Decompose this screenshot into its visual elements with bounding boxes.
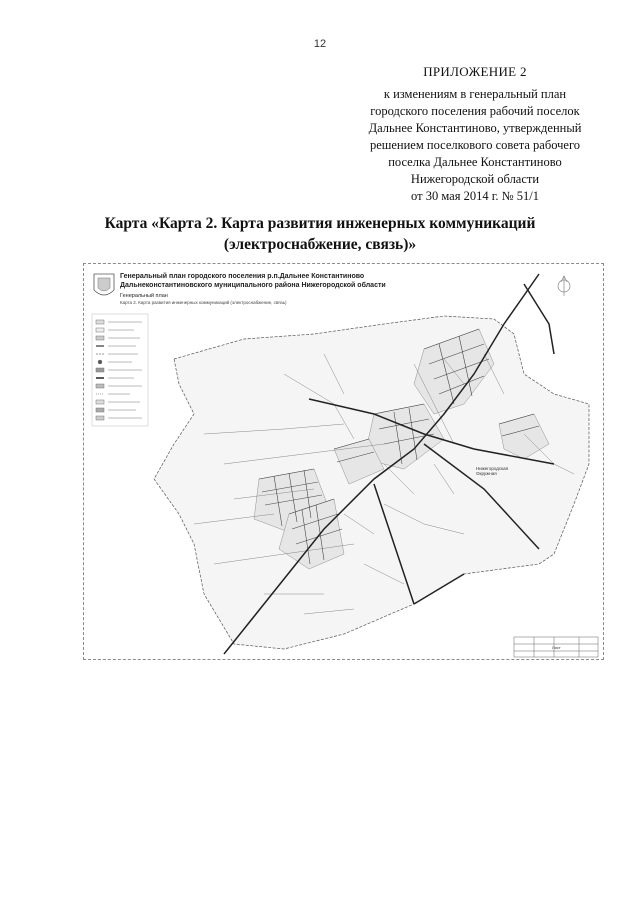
map-drawing <box>84 264 603 659</box>
appendix-line: решением поселкового совета рабочего <box>369 138 581 152</box>
page-number: 12 <box>313 38 327 50</box>
document-title-line-2: (электроснабжение, связь)» <box>223 236 417 253</box>
north-arrow-icon <box>558 276 570 296</box>
stamp-label: Лист <box>552 645 561 650</box>
document-title-line-1: Карта «Карта 2. Карта развития инженерных коммуникаций <box>104 215 536 232</box>
appendix-line: Дальнее Константиново, утвержденный <box>368 121 582 135</box>
street-label <box>476 466 508 476</box>
map-header-line-1: Генеральный план городского поселения р.п.Дальнее Константиново <box>120 273 365 280</box>
appendix-line: поселка Дальнее Константиново <box>388 155 562 169</box>
map-subtitle-1: Генеральный план <box>120 293 168 299</box>
map-subtitle-2: Карта 2. Карта развития инженерных коммуникаций (электроснабжение, связь) <box>120 300 287 305</box>
street-label-line-2: Окружная <box>476 471 497 476</box>
map-legend <box>92 314 148 426</box>
coat-of-arms-icon <box>94 274 114 295</box>
appendix-line: от 30 мая 2014 г. № 51/1 <box>411 189 539 203</box>
appendix-line: к изменениям в генеральный план <box>383 87 567 101</box>
appendix-block <box>360 64 590 205</box>
map-figure <box>83 263 604 660</box>
street-label-line-1: Нижегородская <box>476 466 509 471</box>
appendix-heading: ПРИЛОЖЕНИЕ 2 <box>423 64 527 79</box>
document-title <box>40 213 600 255</box>
appendix-line: городского поселения рабочий поселок <box>370 104 580 118</box>
appendix-line: Нижегородской области <box>410 172 540 186</box>
map-header-line-2: Дальнеконстантиновского муниципального района Нижегородской области <box>120 282 386 289</box>
map-header <box>120 272 550 306</box>
